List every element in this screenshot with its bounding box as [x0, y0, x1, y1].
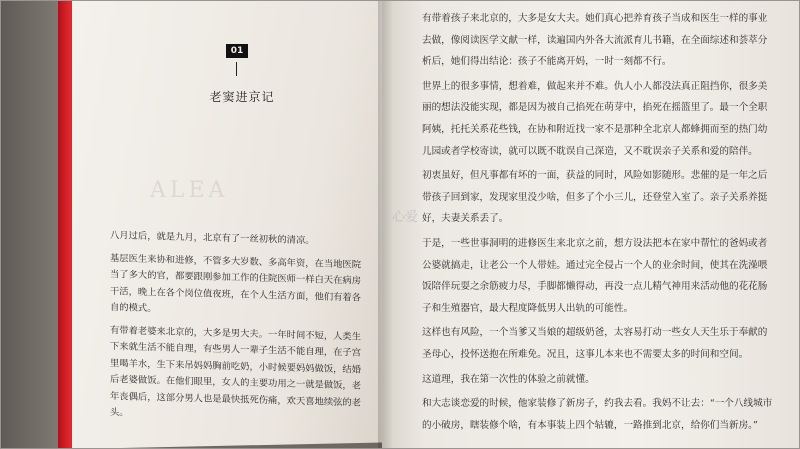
watermark: 心爱	[392, 210, 419, 225]
right-paragraph: 有带着孩子来北京的，大多是女大夫。她们真心把养育孩子当成和医生一样的事业去做，像阅读医学文献一样，读遍国内外各大流派育儿书籍，在全面综述和荟萃分析后，她们得出结论：孩子不能离开妈，一时一刻都不行。	[422, 13, 768, 68]
right-paragraph: 这样也有风险，一个当爹又当娘的超级奶爸，太容易打动一些女人天生乐于奉献的圣母心，投怀送抱在所难免。况且，这事儿本来也不需要太多的时间和空间。	[422, 327, 768, 360]
show-through-text: ALEA	[150, 178, 229, 203]
chapter-number: 01	[226, 44, 248, 58]
right-paragraph: 初衷虽好，但凡事都有坏的一面，获益的同时，风险如影随形。悲催的是一年之后带孩子回到家，发现家里没少啥，但多了个小三儿，还登堂入室了。亲子关系养挺好，夫妻关系丢了。	[422, 170, 768, 225]
left-paragraph: 八月过后，就是九月，北京有了一丝初秋的清凉。	[110, 230, 315, 247]
left-paragraph: 有带着老婆来北京的，大多是男大夫。一年时间不短，人类生下来就生活不能自理，有些男人一辈子生活不能自理，在子宫里喝羊水，生下来吊妈妈胸前吃奶，小时候要妈妈做饭，结婚后老婆做饭。在他们眼里，女人的主要功用之一就是做饭，老年丧偶后，这部分男人也是最快抵死伤痛，欢天喜地续弦的老头。	[110, 324, 362, 419]
right-paragraph: 于是，一些世事洞明的进修医生来北京之前，想方设法把本在家中帮忙的爸妈或者公婆就搞走，让老公一个人带娃。通过完全侵占一个人的业余时间，使其在洗澡喂饭陪伴玩耍之余筋疲力尽，手脚都懒得动，再没一点儿精气神用来活动他的花花肠子和生殖器官，最大程度降低男人出轨的可能性。	[422, 237, 768, 314]
chapter-title: 老窦进京记	[209, 90, 275, 104]
right-paragraph: 这道理，我在第一次性的体验之前就懂。	[422, 373, 595, 385]
right-paragraph: 世界上的很多事情，想着难，做起来并不难。仇人小人都没法真正阻挡你，很多美丽的想法没能实现，都是因为被自己掐死在萌芽中，掐死在摇篮里了。最一个全职阿姨，托托关系花些钱，在协和附近找一家不是那种全北京人都蜂拥而至的热门幼儿园或者学校寄读，就可以既不耽误自己深造，又不耽误亲子关系和爱的陪伴。	[422, 80, 768, 157]
right-paragraph: 和大志谈恋爱的时候，他家装修了新房子，约我去看。我妈不让去：“一个八线城市的小破房，瞎装修个啥，有本事装上四个轱辘，一路推到北京，给你们当新房。”	[422, 398, 773, 431]
left-paragraph: 基层医生来协和进修，不管多大岁数、多高年资，在当地医院当了多大的官，都要跟刚参加工作的住院医师一样白天在病房干活，晚上在各个岗位值夜班，在个人生活方面，他们有着各自的模式。	[110, 252, 362, 315]
